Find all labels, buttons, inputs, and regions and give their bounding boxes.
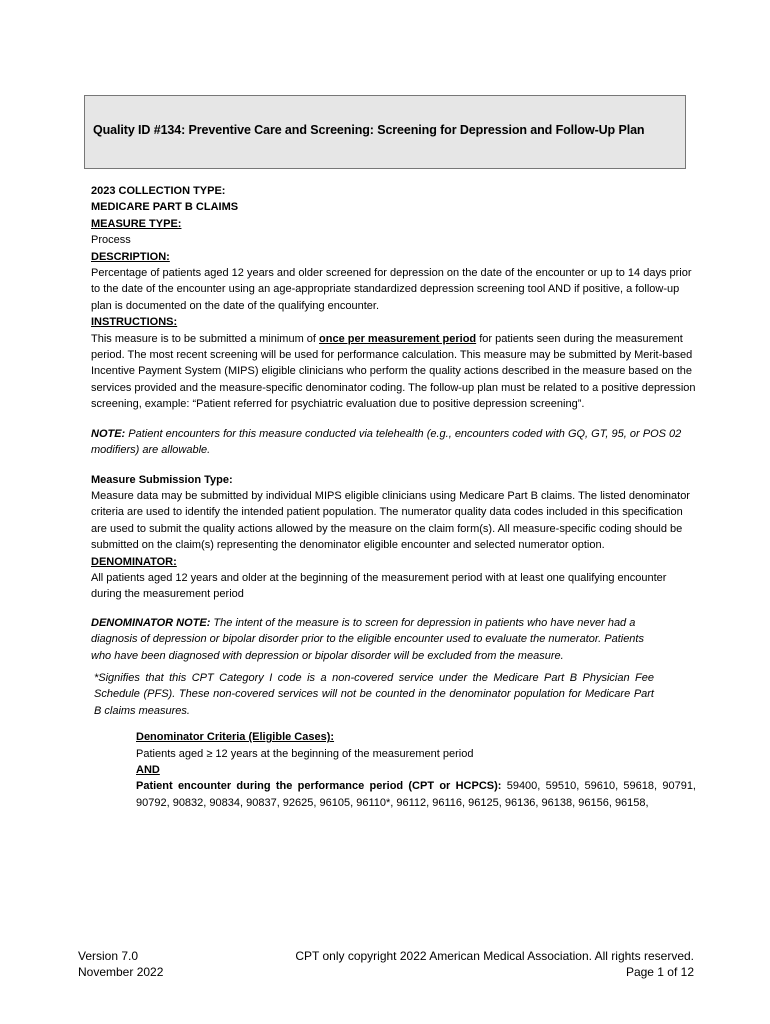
footer-right bbox=[295, 948, 694, 980]
instructions-text bbox=[91, 331, 696, 413]
submission-type-heading: Measure Submission Type: bbox=[91, 473, 233, 486]
telehealth-note bbox=[91, 426, 696, 459]
instructions-text-before: This measure is to be submitted a minimum of bbox=[91, 332, 320, 345]
footer-page-number: Page 1 of 12 bbox=[625, 965, 694, 979]
criteria-age: Patients aged ≥ 12 years at the beginning of the measurement period bbox=[136, 747, 474, 760]
page-title: Quality ID #134: Preventive Care and Screening: Screening for Depression and Follow-Up Plan bbox=[93, 123, 645, 137]
footer-left bbox=[78, 948, 163, 980]
denominator-text: All patients aged 12 years and older at the beginning of the measurement period with at least one qualifying encounter during the measurement period bbox=[91, 571, 667, 601]
denominator-note-label: DENOMINATOR NOTE: bbox=[91, 616, 211, 629]
criteria-encounter bbox=[136, 778, 696, 811]
criteria-codes: 59400, 59510, 59610, 59618, 90791, 90792, 90832, 90834, 90837, 92625, 96105, 96110*, 96112, 96116, 96125, 96136, 96138, 96156, 96158, bbox=[136, 780, 696, 809]
footer-date: November 2022 bbox=[78, 965, 164, 979]
description-heading: DESCRIPTION: bbox=[91, 250, 170, 263]
footer-version: Version 7.0 bbox=[78, 949, 139, 963]
criteria-encounter-label: Patient encounter during the performance period (CPT or HCPCS): bbox=[136, 780, 502, 793]
instructions-heading: INSTRUCTIONS: bbox=[91, 316, 178, 329]
title-box bbox=[84, 95, 686, 169]
note-text: Patient encounters for this measure conducted via telehealth (e.g., encounters coded with GQ, GT, 95, or POS 02 modifiers) are allowable. bbox=[91, 427, 682, 457]
submission-type-text: Measure data may be submitted by individual MIPS eligible clinicians using Medicare Part B claims. The listed denominator criteria are used to identify the intended patient population. The numerator quality data codes included in this specification are used to submit the quality actions allowed by the measure on the claim form(s). All measure-specific coding should be submitted on the claim(s) representing the denominator eligible encounter and selected numerator option. bbox=[91, 489, 690, 552]
denominator-note-text: The intent of the measure is to screen for depression in patients who have never had a diagnosis of depression or bipolar disorder prior to the eligible encounter used to evaluate the numerator. Patients who have been diagnosed with depression or bipolar disorder will be excluded from the measure. bbox=[91, 616, 644, 662]
note-label: NOTE: bbox=[91, 427, 126, 440]
footer-copyright: CPT only copyright 2022 American Medical Association. All rights reserved. bbox=[295, 949, 694, 963]
collection-type-heading: 2023 COLLECTION TYPE: bbox=[91, 185, 226, 197]
instructions-text-after: for patients seen during the measurement period. The most recent screening will be used for performance calculation. This measure may be submitted by Merit-based Incentive Payment System (MIPS) eligible clinicians who perform the quality actions described in the measure based on the services provided and the measure-specific denominator coding. The follow-up plan must be related to a positive depression screening, example: “Patient referred for psychiatric evaluation due to positive depression screening”. bbox=[91, 332, 696, 411]
collection-type-value: MEDICARE PART B CLAIMS bbox=[91, 201, 239, 214]
document-body bbox=[91, 183, 696, 811]
description-text: Percentage of patients aged 12 years and older screened for depression on the date of the encounter or up to 14 days prior to the date of the encounter using an age-appropriate standardized depression screening tool AND if positive, a follow-up plan is documented on the date of the qualifying encounter. bbox=[91, 267, 692, 312]
measure-type-heading: MEASURE TYPE: bbox=[91, 217, 182, 230]
criteria-and: AND bbox=[136, 764, 160, 776]
denominator-heading: DENOMINATOR: bbox=[91, 555, 177, 568]
denominator-note bbox=[91, 615, 651, 664]
denominator-criteria bbox=[136, 729, 696, 811]
measure-type-value: Process bbox=[91, 234, 131, 247]
instructions-emphasis: once per measurement period bbox=[319, 332, 477, 345]
criteria-heading: Denominator Criteria (Eligible Cases): bbox=[136, 731, 335, 744]
non-covered-note: *Signifies that this CPT Category I code is a non-covered service under the Medicare Part B Physician Fee Schedule (PFS). These non-covered services will not be counted in the denominator population for Medicare Part B claims measures. bbox=[94, 671, 654, 717]
